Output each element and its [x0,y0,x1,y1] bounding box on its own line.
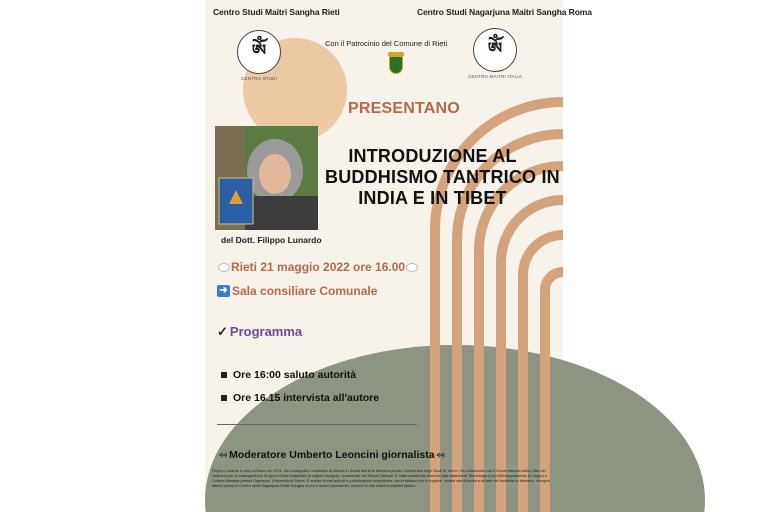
title-line-1: INTRODUZIONE AL [348,146,517,166]
author-name: del Dott. Filippo Lunardo [221,235,322,245]
divider [217,424,417,425]
calendar-bubble-icon [406,263,418,272]
schedule-item-text: Ore 16.15 intervista all'autore [233,392,380,404]
square-bullet-icon [221,395,227,401]
ornament-icon: ᢀᢀ [219,453,228,460]
title-line-2: BUDDHISMO TANTRICO IN [325,167,560,187]
programma-heading [217,324,302,340]
schedule-item-text: Ore 16:00 saluto autorità [233,369,357,381]
right-arrow-icon: ➜ [217,285,230,297]
check-icon: ✓ [217,324,228,339]
event-venue: Sala consiliare Comunale [232,284,378,298]
logo-right-caption: CENTRO MAITRI ITALIA [467,74,523,79]
square-bullet-icon [221,372,227,378]
ornament-icon: ᢀᢀ [436,453,445,460]
author-bio: Filippo Lunardo è nato a Roma nel 1974. Ha conseguito il dottorato di ricerca in Storia dell'Arte tibetana presso l'Università degli Studi di Torino. Ha collaborato con il Governatorato della Città del Vaticano per la catalogazione di opere d'arte buddhista di origine mongola, conservate nei Musei Vaticani. È stato assistente docente alla cattedra di Tibetologia e poi all'insegnamento di Lingua e Cultura tibetana presso Sapienza, Università di Roma. È autore di vari articoli e pubblicazioni scientifiche, sia in italiano che in inglese, relativi alla filosofia e all'arte del buddhismo tibetano. Insegna altresì presso il Centro studi Nagarjuna Maitri Sangha di cui è anche presidente, nonché in altri istituti buddhisti italiani. [212,468,550,488]
moderator-row [217,449,447,461]
poster [205,0,592,512]
org-right: Centro Studi Nagarjuna Maitri Sangha Roma [417,7,592,17]
org-left: Centro Studi Maitri Sangha Rieti [213,7,340,17]
schedule-item [221,369,356,381]
maitri-sangha-logo-icon: ཨོཾ [237,30,281,74]
nagarjuna-logo-icon: ཨོཾ [473,28,517,72]
logo-left-caption: CENTRO STUDI [240,76,278,81]
comune-crest-icon [388,52,404,74]
presentano-heading: PRESENTANO [348,100,460,117]
calendar-bubble-icon [218,263,230,272]
title-block [325,146,560,209]
schedule-item [221,392,379,404]
event-datetime: Rieti 21 maggio 2022 ore 16.00 [231,260,406,274]
title-line-3: INDIA E IN TIBET [358,188,507,208]
programma-label: Programma [229,324,303,339]
event-datetime-row [217,260,419,274]
moderator-text: Moderatore Umberto Leoncini giornalista [229,449,435,461]
event-venue-row [217,284,377,298]
author-photo [215,126,318,230]
patrocinio-text: Con il Patrocinio del Comune di Rieti [325,39,448,48]
